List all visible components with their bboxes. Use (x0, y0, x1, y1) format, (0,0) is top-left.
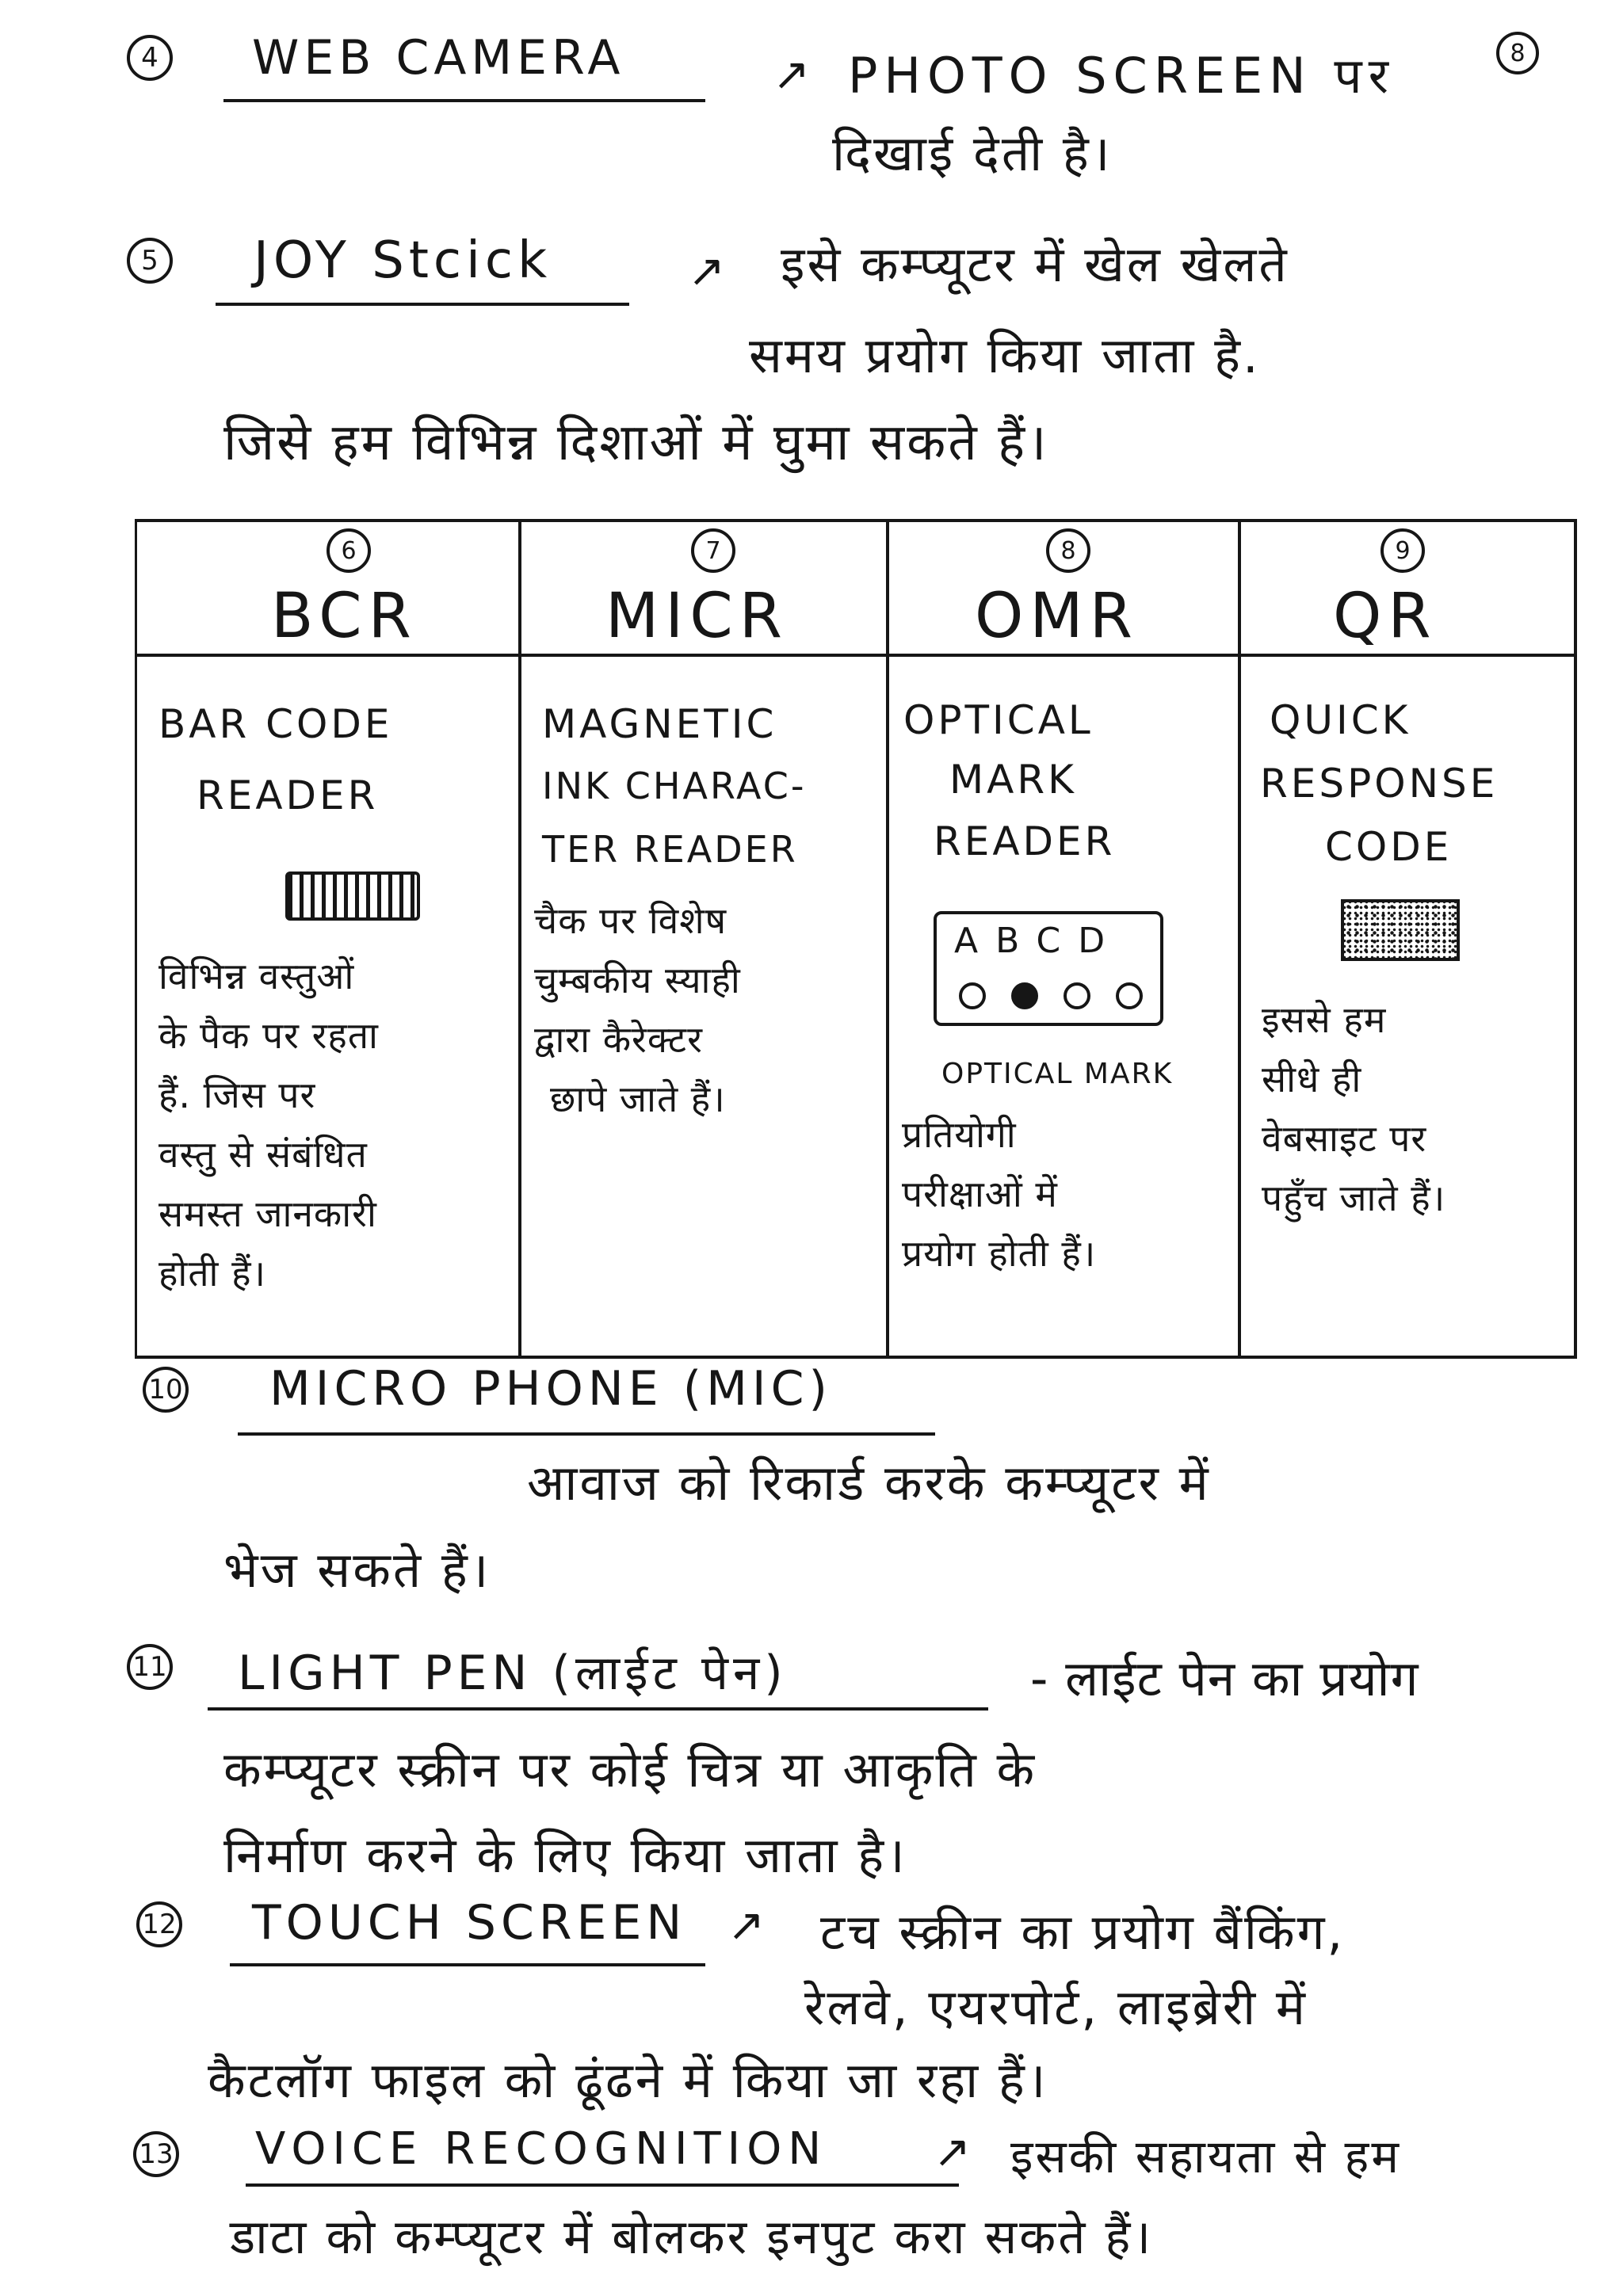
cell-description-line: विभिन्न वस्तुओं (158, 955, 355, 997)
cell-full-name-line: READER (197, 772, 379, 818)
joystick-text-3: जिसे हम विभिन्न दिशाओं में घुमा सकते हैं। (223, 414, 1049, 472)
microphone-text-1: आवाज को रिकार्ड करके कम्प्यूटर में (527, 1454, 1211, 1512)
cell-description-line: होती हैं। (158, 1252, 266, 1295)
item-number-badge: 13 (133, 2131, 179, 2177)
column-heading: MICR (605, 581, 789, 652)
cell-full-name-line: OPTICAL (903, 697, 1094, 743)
column-heading: BCR (271, 581, 418, 652)
cell-full-name-line: BAR CODE (158, 701, 393, 747)
web-camera-text-2: दिखाई देती है। (832, 124, 1113, 182)
omr-option-letters: ABCD (954, 921, 1123, 961)
item-number-badge: 11 (127, 1644, 173, 1690)
table-column-bcr (135, 519, 518, 1359)
touch-screen-text-2: रेलवे, एयरपोर्ट, लाइब्रेरी में (804, 1978, 1308, 2036)
light-pen-text-2: कम्प्यूटर स्क्रीन पर कोई चित्र या आकृति के (223, 1741, 1037, 1798)
heading-underline (238, 1432, 935, 1436)
voice-recognition-heading: VOICE RECOGNITION (255, 2123, 828, 2175)
omr-bubble (1116, 982, 1143, 1009)
reference-number-badge: 8 (1496, 32, 1539, 74)
table-column-omr (886, 519, 1238, 1359)
column-number-badge: 8 (1046, 528, 1090, 573)
omr-caption: OPTICAL MARK (941, 1058, 1174, 1090)
barcode-icon (285, 871, 420, 921)
input-devices-table (135, 519, 1577, 1359)
cell-description-line: प्रतियोगी (902, 1113, 1017, 1156)
cell-description-line: छापे जाते हैं। (550, 1077, 726, 1120)
item-number-badge: 12 (136, 1901, 182, 1947)
item-number-badge: 10 (143, 1367, 189, 1413)
cell-description-line: चुम्बकीय स्याही (534, 959, 741, 1001)
cell-full-name-line: QUICK (1270, 697, 1411, 743)
omr-bubble (959, 982, 986, 1009)
cell-description-line: परीक्षाओं में (902, 1173, 1058, 1215)
cell-description-line: के पैक पर रहता (158, 1014, 379, 1057)
cell-description-line: वस्तु से संबंधित (158, 1133, 368, 1176)
heading-underline (223, 99, 705, 102)
voice-recognition-text-2: डाटा को कम्प्यूटर में बोलकर इनपुट करा सकते हैं। (230, 2210, 1154, 2265)
cell-full-name-line: RESPONSE (1260, 761, 1499, 807)
omr-sheet-icon (934, 911, 1163, 1026)
cell-full-name-line: MAGNETIC (542, 701, 777, 747)
cell-description-line: वेबसाइट पर (1262, 1117, 1427, 1160)
heading-underline (246, 2183, 959, 2187)
touch-screen-heading: TOUCH SCREEN (252, 1895, 687, 1951)
omr-bubble (1064, 982, 1090, 1009)
cell-full-name-line: TER READER (542, 828, 798, 871)
column-heading: OMR (975, 581, 1139, 652)
table-column-qr (1238, 519, 1577, 1359)
item-number-badge: 4 (127, 35, 173, 81)
web-camera-text-1: PHOTO SCREEN पर (848, 47, 1395, 105)
arrow-icon: ↗ (727, 1900, 765, 1951)
item-number-badge: 5 (127, 238, 173, 284)
column-number-badge: 7 (691, 528, 735, 573)
heading-underline (230, 1963, 705, 1966)
light-pen-heading: LIGHT PEN (लाईट पेन) (238, 1646, 788, 1701)
joystick-text-1: इसे कम्प्यूटर में खेल खेलते (781, 235, 1289, 293)
arrow-icon: ↗ (773, 49, 810, 101)
arrow-icon: ↗ (934, 2126, 971, 2178)
omr-bubble-filled (1011, 982, 1038, 1009)
cell-description-line: सीधे ही (1262, 1058, 1362, 1100)
column-heading: QR (1333, 581, 1438, 652)
qr-code-icon (1341, 899, 1460, 961)
cell-full-name-line: INK CHARAC- (542, 765, 807, 807)
heading-underline (208, 1707, 988, 1711)
microphone-heading: MICRO PHONE (MIC) (269, 1361, 832, 1417)
touch-screen-text-1: टच स्क्रीन का प्रयोग बैंकिंग, (820, 1903, 1346, 1961)
cell-full-name-line: MARK (949, 757, 1077, 803)
cell-description-line: हैं. जिस पर (158, 1074, 316, 1116)
table-column-micr (518, 519, 886, 1359)
light-pen-text-3: निर्माण करने के लिए किया जाता है। (223, 1826, 907, 1884)
cell-description-line: इससे हम (1262, 998, 1387, 1041)
cell-description-line: समस्त जानकारी (158, 1192, 377, 1235)
column-number-badge: 6 (327, 528, 371, 573)
arrow-icon: ↗ (688, 246, 725, 297)
touch-screen-text-3: कैटलॉग फाइल को ढूंढने में किया जा रहा हैं। (208, 2051, 1048, 2109)
microphone-text-2: भेज सकते हैं। (223, 1541, 491, 1599)
cell-full-name-line: READER (934, 818, 1116, 864)
joystick-text-2: समय प्रयोग किया जाता है. (749, 326, 1261, 384)
column-number-badge: 9 (1381, 528, 1425, 573)
heading-underline (216, 303, 629, 306)
web-camera-heading: WEB CAMERA (252, 30, 625, 86)
voice-recognition-text-1: इसकी सहायता से हम (1010, 2130, 1402, 2183)
cell-description-line: प्रयोग होती हैं। (902, 1232, 1097, 1275)
joystick-heading: JOY Stcick (254, 231, 552, 290)
light-pen-text-1: - लाईट पेन का प्रयोग (1030, 1650, 1419, 1707)
cell-description-line: चैक पर विशेष (534, 899, 727, 942)
cell-description-line: द्वारा कैरेक्टर (534, 1018, 703, 1061)
cell-description-line: पहुँच जाते हैं। (1262, 1177, 1446, 1219)
cell-full-name-line: CODE (1325, 824, 1453, 870)
